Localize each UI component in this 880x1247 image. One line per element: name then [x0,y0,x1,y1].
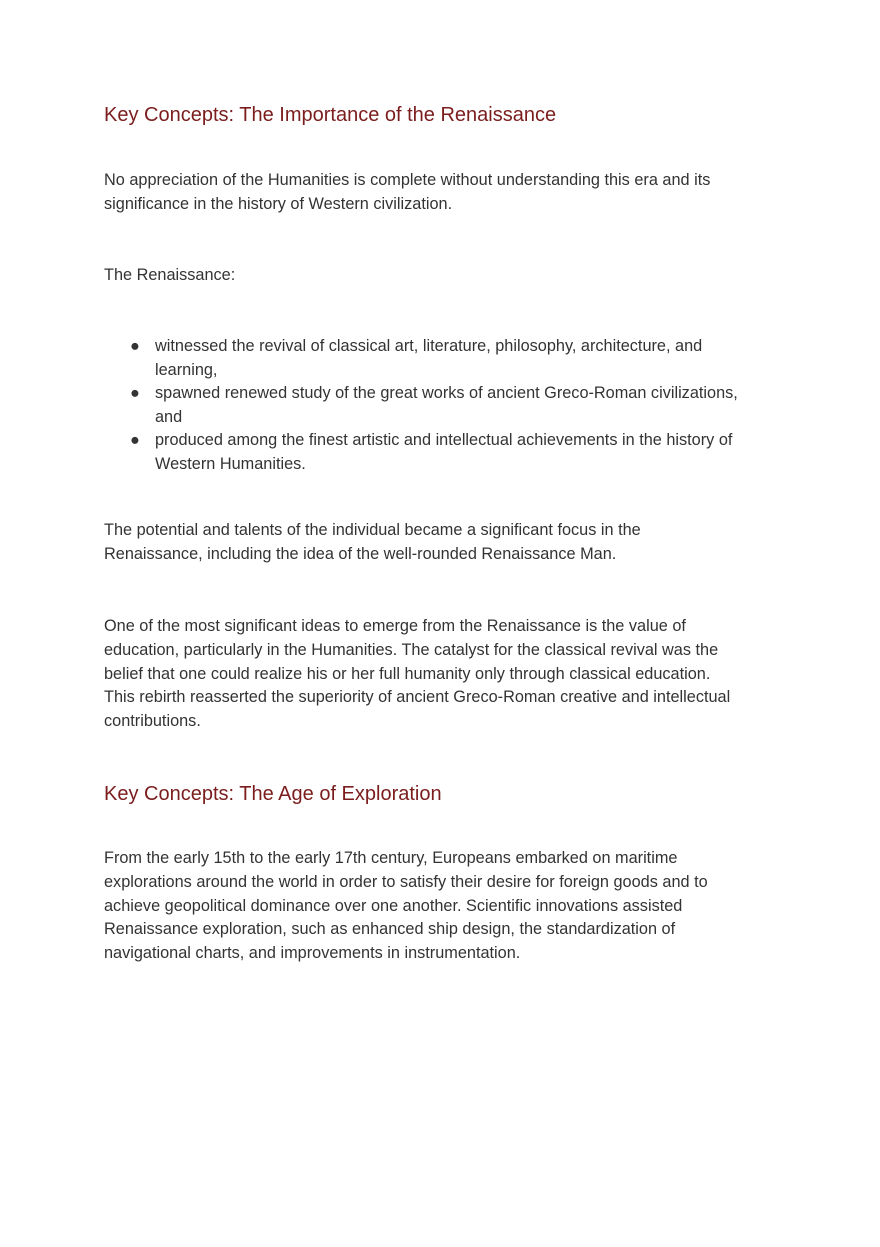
line: No appreciation of the Humanities is complete without understanding this era and its [104,171,711,189]
line: and [155,407,183,426]
line: One of the most significant ideas to emerge from the Renaissance is the value of [104,617,686,635]
line: produced among the finest artistic and intellectual achievements in the history of [155,431,733,449]
line: This rebirth reasserted the superiority of ancient Greco-Roman creative and intellectual [104,688,731,707]
line: learning, [155,360,218,379]
line: achieve geopolitical dominance over one another. Scientific innovations assisted [104,896,683,915]
paragraph-exploration [104,847,804,966]
section-heading-renaissance: Key Concepts: The Importance of the Renaissance [104,104,557,126]
section-heading-exploration: Key Concepts: The Age of Exploration [104,783,442,805]
line: The potential and talents of the individual became a significant focus in the [104,521,641,539]
line: From the early 15th to the early 17th century, Europeans embarked on maritime [104,849,678,867]
line: witnessed the revival of classical art, literature, philosophy, architecture, and [155,337,703,355]
line: navigational charts, and improvements in instrumentation. [104,944,521,963]
bullet-icon: ● [130,337,140,355]
line: contributions. [104,712,201,731]
line: significance in the history of Western civilization. [104,194,453,213]
renaissance-label [104,264,804,288]
line: explorations around the world in order to satisfy their desire for foreign goods and to [104,872,708,891]
line: Renaissance exploration, such as enhanced ship design, the standardization of [104,920,676,939]
line: The Renaissance: [104,266,236,284]
bullet-icon: ● [130,384,140,402]
line: education, particularly in the Humanities. The catalyst for the classical revival was the [104,640,719,659]
paragraph-education [104,615,804,734]
paragraph-intro [104,169,804,217]
line: belief that one could realize his or her full humanity only through classical education. [104,664,711,683]
line: spawned renewed study of the great works of ancient Greco-Roman civilizations, [155,384,738,402]
line: Renaissance, including the idea of the well-rounded Renaissance Man. [104,544,617,563]
paragraph-individual [104,519,804,567]
bullet-icon: ● [130,431,140,449]
line: Western Humanities. [155,454,306,473]
